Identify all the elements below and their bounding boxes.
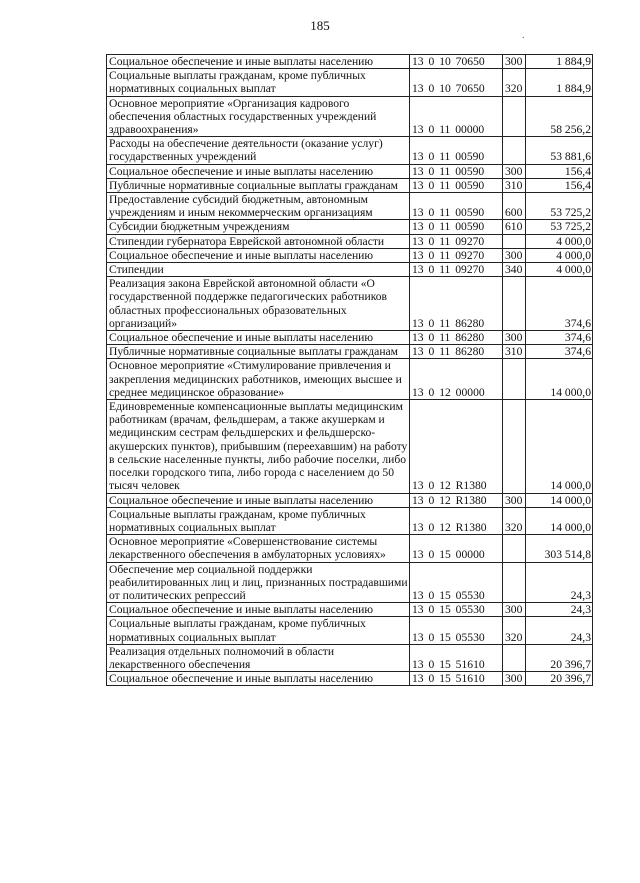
row-expense-type: 300 xyxy=(503,672,526,686)
row-amount: 53 725,2 xyxy=(526,193,593,220)
table-row xyxy=(107,493,593,507)
budget-table-body xyxy=(107,55,593,686)
row-name: Социальное обеспечение и иные выплаты населению xyxy=(107,603,410,617)
row-expense-type: 310 xyxy=(503,178,526,192)
row-amount: 14 000,0 xyxy=(526,400,593,493)
row-name: Основное мероприятие «Совершенствование системы лекарственного обеспечения в амбулаторных условиях» xyxy=(107,535,410,562)
table-row xyxy=(107,277,593,331)
row-amount: 4 000,0 xyxy=(526,263,593,277)
row-expense-type: 610 xyxy=(503,220,526,234)
table-row xyxy=(107,248,593,262)
row-name: Предоставление субсидий бюджетным, автономным учреждениям и иным некоммерческим организациям xyxy=(107,193,410,220)
row-expense-type xyxy=(503,137,526,164)
row-amount: 14 000,0 xyxy=(526,359,593,400)
table-row xyxy=(107,400,593,493)
scan-mark: . xyxy=(522,30,525,41)
row-expense-type xyxy=(503,359,526,400)
row-code: 13 0 11 09270 xyxy=(410,248,503,262)
row-amount: 14 000,0 xyxy=(526,507,593,534)
row-name: Публичные нормативные социальные выплаты гражданам xyxy=(107,178,410,192)
row-code: 13 0 15 05530 xyxy=(410,617,503,644)
row-amount: 53 725,2 xyxy=(526,220,593,234)
row-name: Реализация закона Еврейской автономной области «О государственной поддержке педагогических работников областных профессиональных образовательных организаций» xyxy=(107,277,410,331)
row-amount: 53 881,6 xyxy=(526,137,593,164)
row-code: 13 0 15 51610 xyxy=(410,644,503,671)
row-code: 13 0 15 05530 xyxy=(410,603,503,617)
row-expense-type: 300 xyxy=(503,55,526,69)
row-code: 13 0 12 R1380 xyxy=(410,400,503,493)
table-row xyxy=(107,137,593,164)
row-name: Социальные выплаты гражданам, кроме публичных нормативных социальных выплат xyxy=(107,69,410,96)
row-amount: 24,3 xyxy=(526,562,593,603)
row-code: 13 0 15 05530 xyxy=(410,562,503,603)
row-name: Социальное обеспечение и иные выплаты населению xyxy=(107,164,410,178)
row-name: Основное мероприятие «Организация кадрового обеспечения областных государственных учреждений здравоохранения» xyxy=(107,96,410,137)
table-row xyxy=(107,359,593,400)
row-amount: 20 396,7 xyxy=(526,644,593,671)
table-row xyxy=(107,562,593,603)
table-row xyxy=(107,617,593,644)
row-amount: 1 884,9 xyxy=(526,69,593,96)
row-expense-type: 300 xyxy=(503,603,526,617)
row-expense-type xyxy=(503,644,526,671)
row-expense-type xyxy=(503,562,526,603)
row-expense-type xyxy=(503,96,526,137)
row-expense-type: 310 xyxy=(503,345,526,359)
row-name: Расходы на обеспечение деятельности (оказание услуг) государственных учреждений xyxy=(107,137,410,164)
row-name: Стипендии губернатора Еврейской автономной области xyxy=(107,234,410,248)
table-row xyxy=(107,193,593,220)
row-expense-type xyxy=(503,277,526,331)
row-code: 13 0 11 00590 xyxy=(410,137,503,164)
row-amount: 374,6 xyxy=(526,277,593,331)
row-code: 13 0 11 00000 xyxy=(410,96,503,137)
row-name: Социальное обеспечение и иные выплаты населению xyxy=(107,493,410,507)
row-name: Социальное обеспечение и иные выплаты населению xyxy=(107,55,410,69)
row-code: 13 0 10 70650 xyxy=(410,69,503,96)
table-row xyxy=(107,234,593,248)
row-code: 13 0 11 00590 xyxy=(410,164,503,178)
row-name: Публичные нормативные социальные выплаты гражданам xyxy=(107,345,410,359)
table-row xyxy=(107,69,593,96)
table-row xyxy=(107,535,593,562)
row-code: 13 0 11 86280 xyxy=(410,345,503,359)
table-row xyxy=(107,603,593,617)
row-code: 13 0 12 R1380 xyxy=(410,507,503,534)
row-amount: 4 000,0 xyxy=(526,234,593,248)
table-row xyxy=(107,672,593,686)
row-amount: 24,3 xyxy=(526,617,593,644)
row-name: Обеспечение мер социальной поддержки реабилитированных лиц и лиц, признанных пострадавшими от политических репрессий xyxy=(107,562,410,603)
row-name: Социальное обеспечение и иные выплаты населению xyxy=(107,331,410,345)
row-code: 13 0 11 00590 xyxy=(410,220,503,234)
row-amount: 4 000,0 xyxy=(526,248,593,262)
row-name: Социальные выплаты гражданам, кроме публичных нормативных социальных выплат xyxy=(107,507,410,534)
table-row xyxy=(107,55,593,69)
row-expense-type xyxy=(503,234,526,248)
row-name: Социальные выплаты гражданам, кроме публичных нормативных социальных выплат xyxy=(107,617,410,644)
row-code: 13 0 11 86280 xyxy=(410,331,503,345)
row-code: 13 0 11 86280 xyxy=(410,277,503,331)
row-code: 13 0 15 51610 xyxy=(410,672,503,686)
row-expense-type: 340 xyxy=(503,263,526,277)
row-name: Социальное обеспечение и иные выплаты населению xyxy=(107,248,410,262)
row-name: Социальное обеспечение и иные выплаты населению xyxy=(107,672,410,686)
row-name: Субсидии бюджетным учреждениям xyxy=(107,220,410,234)
table-row xyxy=(107,345,593,359)
row-amount: 156,4 xyxy=(526,164,593,178)
row-code: 13 0 15 00000 xyxy=(410,535,503,562)
row-amount: 1 884,9 xyxy=(526,55,593,69)
table-row xyxy=(107,263,593,277)
table-row xyxy=(107,507,593,534)
row-code: 13 0 11 00590 xyxy=(410,193,503,220)
row-name: Стипендии xyxy=(107,263,410,277)
row-expense-type: 300 xyxy=(503,493,526,507)
row-amount: 20 396,7 xyxy=(526,672,593,686)
row-amount: 374,6 xyxy=(526,331,593,345)
row-amount: 374,6 xyxy=(526,345,593,359)
page-number: 185 xyxy=(310,18,330,33)
row-code: 13 0 12 R1380 xyxy=(410,493,503,507)
table-row xyxy=(107,331,593,345)
row-name: Основное мероприятие «Стимулирование привлечения и закрепления медицинских работников, имеющих высшее и среднее медицинское образование» xyxy=(107,359,410,400)
row-expense-type: 600 xyxy=(503,193,526,220)
row-amount: 14 000,0 xyxy=(526,493,593,507)
row-amount: 303 514,8 xyxy=(526,535,593,562)
budget-table xyxy=(106,54,593,686)
table-row xyxy=(107,96,593,137)
row-amount: 58 256,2 xyxy=(526,96,593,137)
table-row xyxy=(107,644,593,671)
table-row xyxy=(107,220,593,234)
row-expense-type: 320 xyxy=(503,617,526,644)
row-expense-type: 300 xyxy=(503,248,526,262)
row-expense-type: 320 xyxy=(503,69,526,96)
row-amount: 24,3 xyxy=(526,603,593,617)
row-expense-type: 300 xyxy=(503,164,526,178)
row-amount: 156,4 xyxy=(526,178,593,192)
table-row xyxy=(107,164,593,178)
row-expense-type: 300 xyxy=(503,331,526,345)
row-name: Реализация отдельных полномочий в области лекарственного обеспечения xyxy=(107,644,410,671)
row-code: 13 0 12 00000 xyxy=(410,359,503,400)
row-name: Единовременные компенсационные выплаты медицинским работникам (врачам, фельдшерам, а также акушеркам и медицинским сестрам фельдшерских и фельдшерско-акушерских пунктов), прибывшим (переехавшим) на работу в сельские населенные пункты, либо рабочие поселки, либо поселки городского типа, либо города с населением до 50 тысяч человек xyxy=(107,400,410,493)
row-code: 13 0 11 09270 xyxy=(410,234,503,248)
row-code: 13 0 11 09270 xyxy=(410,263,503,277)
table-row xyxy=(107,178,593,192)
row-expense-type xyxy=(503,535,526,562)
row-expense-type xyxy=(503,400,526,493)
row-expense-type: 320 xyxy=(503,507,526,534)
row-code: 13 0 11 00590 xyxy=(410,178,503,192)
row-code: 13 0 10 70650 xyxy=(410,55,503,69)
